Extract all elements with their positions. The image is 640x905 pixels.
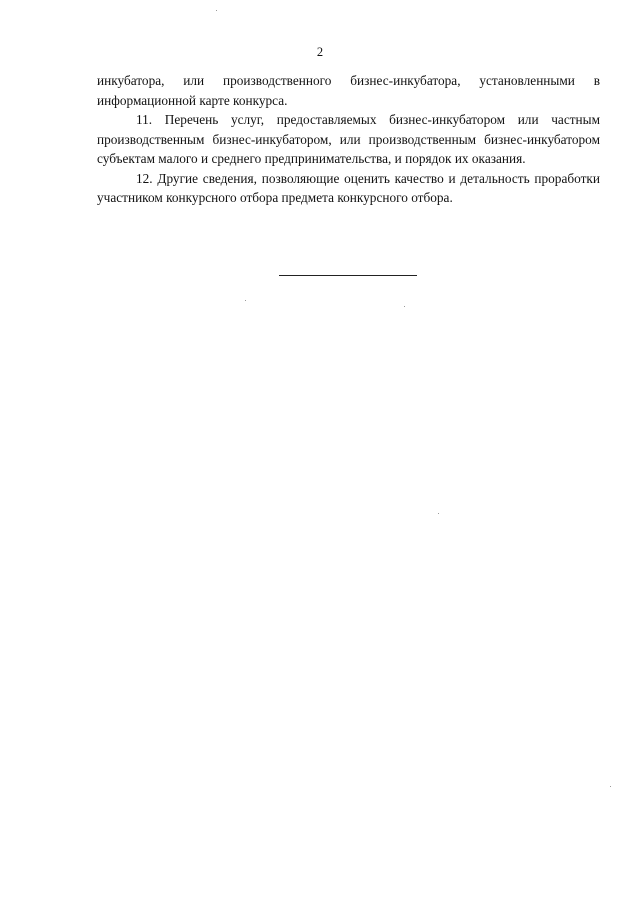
scan-speck [216, 10, 217, 11]
scan-speck [610, 786, 611, 787]
document-body [97, 71, 600, 208]
paragraph-item-12: 12. Другие сведения, позволяющие оценить качество и детальность проработки участником конкурсного отбора предмета конкурсного отбора. [97, 170, 600, 205]
end-of-text-rule [279, 275, 417, 276]
scan-speck [245, 300, 246, 301]
page-number: 2 [316, 45, 324, 59]
paragraph-continuation: инкубатора, или производственного бизнес-инкубатора, установленными в информационной карте конкурса. [97, 73, 600, 108]
scan-speck [404, 306, 405, 307]
paragraph-item-11: 11. Перечень услуг, предоставляемых бизнес-инкубатором или частным производственным бизнес-инкубатором, или производственным бизнес-инкубатором субъектам малого и среднего предпринимательства, и порядок их оказания. [97, 112, 600, 166]
scan-speck [438, 513, 439, 514]
